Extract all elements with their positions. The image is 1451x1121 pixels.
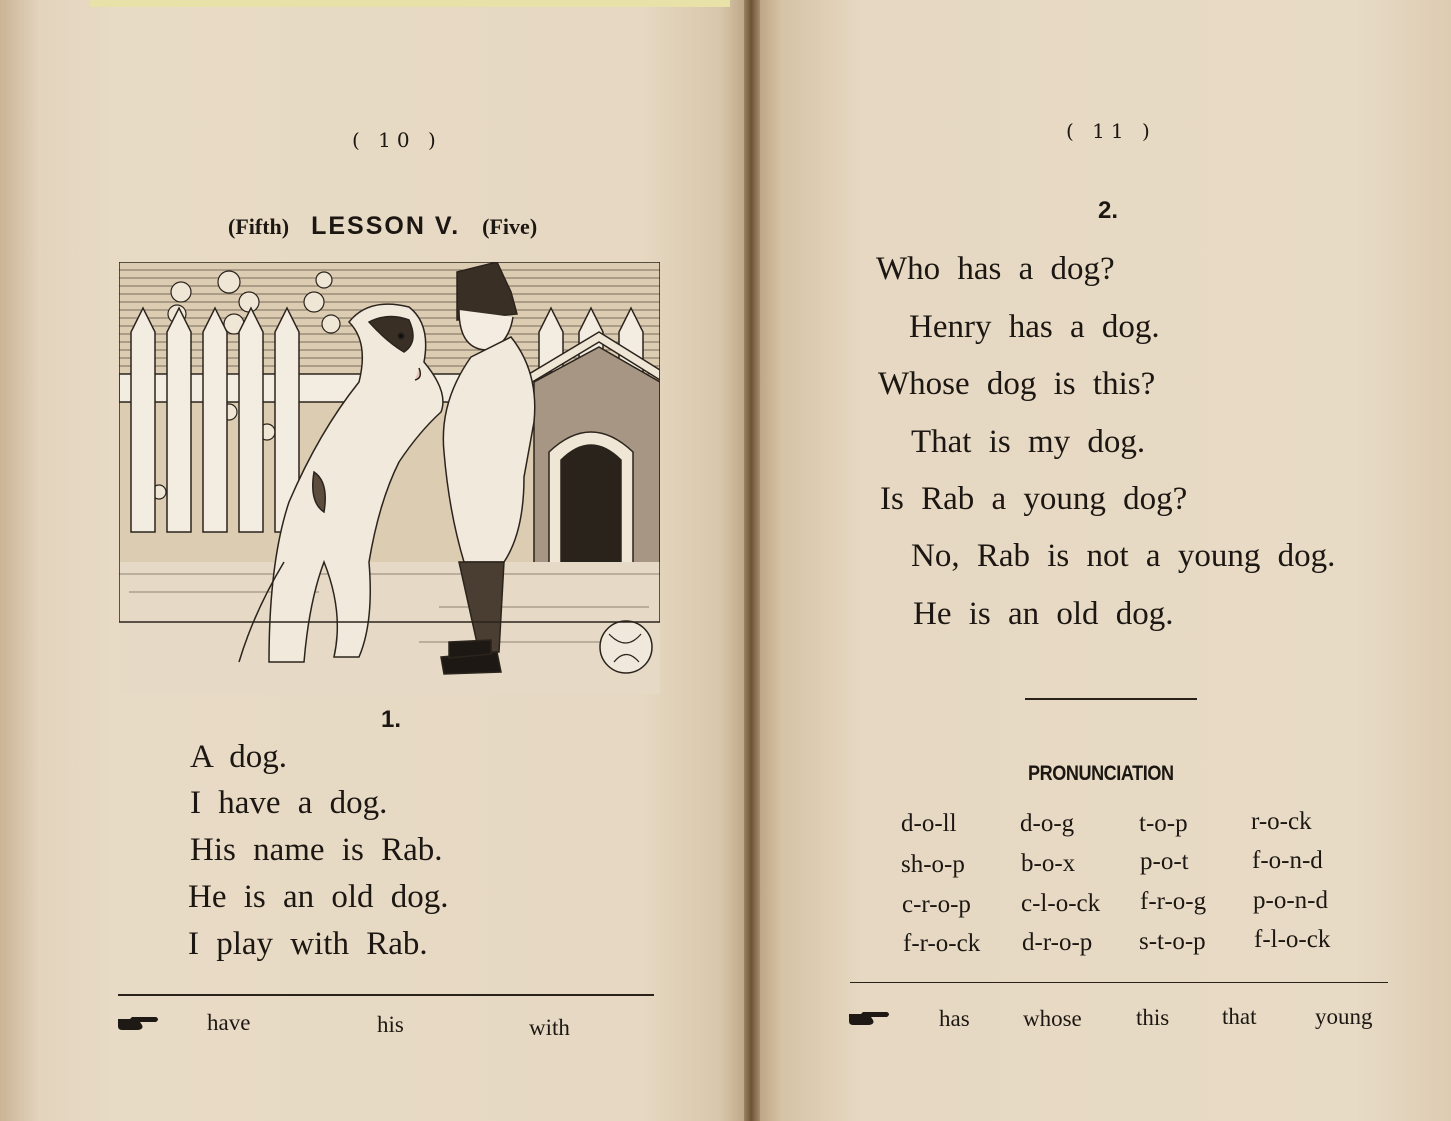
lesson-word: (Five) [482, 214, 538, 239]
section-number-2: 2. [1098, 197, 1119, 224]
pronunciation-title: PRONUNCIATION [1028, 762, 1174, 785]
page-number-right: ( 11 ) [1066, 119, 1156, 143]
vocab-word: has [939, 1006, 970, 1031]
pronunciation-word: p-o-n-d [1253, 887, 1328, 914]
text-line: He is an old dog. [188, 879, 449, 915]
book-spine [744, 0, 760, 1121]
pronunciation-word: f-l-o-ck [1254, 926, 1331, 953]
footer-rule-right [850, 982, 1388, 983]
pointing-hand-icon [116, 1015, 160, 1033]
text-line: A dog. [190, 739, 288, 775]
pronunciation-word: r-o-ck [1251, 808, 1312, 835]
text-line: Henry has a dog. [909, 309, 1160, 345]
pronunciation-word: d-r-o-p [1022, 929, 1093, 956]
pronunciation-word: d-o-ll [901, 810, 957, 837]
pronunciation-word: f-r-o-g [1140, 888, 1207, 915]
vocab-word: his [377, 1012, 404, 1037]
pronunciation-word: sh-o-p [901, 851, 965, 878]
text-line: No, Rab is not a young dog. [911, 538, 1336, 574]
text-line: I have a dog. [190, 785, 388, 821]
pronunciation-word: s-t-o-p [1139, 928, 1206, 955]
pronunciation-word: d-o-g [1020, 810, 1075, 837]
pronunciation-word: t-o-p [1139, 810, 1188, 837]
pointing-hand-icon [847, 1010, 891, 1028]
text-line: His name is Rab. [190, 832, 443, 868]
pronunciation-word: c-l-o-ck [1021, 890, 1101, 917]
section-number-1: 1. [381, 706, 402, 733]
text-line: That is my dog. [911, 424, 1146, 460]
text-line: Is Rab a young dog? [880, 481, 1188, 517]
footer-rule-left [118, 994, 654, 996]
lesson-title: LESSON V. [311, 212, 461, 240]
vocab-word: whose [1023, 1006, 1082, 1031]
pronunciation-word: p-o-t [1140, 848, 1189, 875]
text-line: Who has a dog? [876, 251, 1115, 287]
page-number-left: ( 10 ) [352, 128, 442, 152]
section-divider [1025, 698, 1197, 700]
boy-and-dog-illustration [119, 262, 660, 694]
vocab-word: have [207, 1010, 251, 1035]
vocab-word: that [1222, 1004, 1257, 1029]
text-line: I play with Rab. [188, 926, 428, 962]
top-edge-strip [90, 0, 730, 7]
lesson-heading [228, 212, 588, 246]
text-line: Whose dog is this? [878, 366, 1156, 402]
text-line: He is an old dog. [913, 596, 1174, 632]
vocab-word: with [529, 1015, 570, 1040]
pronunciation-word: b-o-x [1021, 850, 1076, 877]
vocab-word: this [1136, 1005, 1170, 1030]
pronunciation-word: f-r-o-ck [903, 930, 981, 957]
vocab-word: young [1315, 1004, 1373, 1029]
lesson-ordinal: (Fifth) [228, 214, 290, 239]
pronunciation-word: f-o-n-d [1252, 847, 1323, 874]
pronunciation-word: c-r-o-p [902, 891, 971, 918]
